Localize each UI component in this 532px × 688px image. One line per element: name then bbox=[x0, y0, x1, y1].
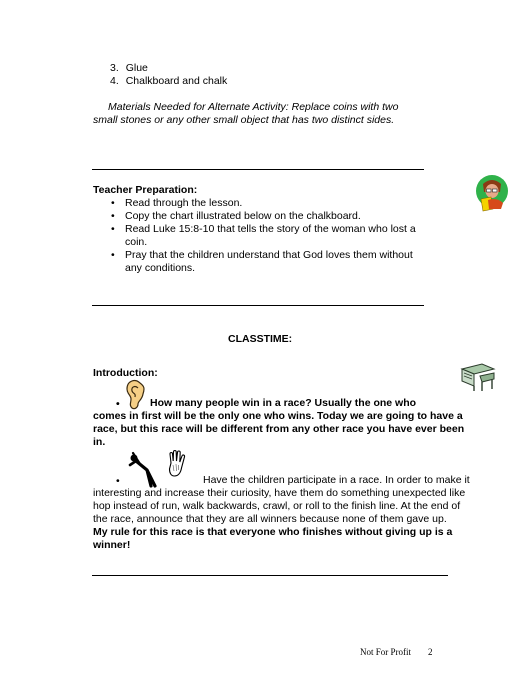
hand-icon bbox=[166, 449, 188, 479]
list-item: • Read Luke 15:8-10 that tells the story of the woman who lost a coin. bbox=[108, 223, 428, 249]
introduction-heading: Introduction: bbox=[93, 367, 158, 379]
intro-para-1-line-2: comes in first will be the only one who wins. Today we are going to have a bbox=[93, 410, 463, 422]
intro-bullet-1: • bbox=[116, 398, 120, 410]
classroom-desk-icon bbox=[460, 361, 496, 393]
intro-bullet-2: • bbox=[116, 475, 120, 487]
item-text: Chalkboard and chalk bbox=[125, 75, 228, 87]
intro-para-2-line-2: interesting and increase their curiosity, have them do something unexpected like bbox=[93, 487, 466, 499]
intro-para-2-line-3: hop instead of run, walk backwards, crawl, or roll to the finish line. At the end of bbox=[93, 500, 461, 512]
intro-para-2-line-4: the race, announce that they are all winners because none of them gave up. bbox=[93, 513, 447, 525]
intro-para-1-line-4: in. bbox=[93, 436, 106, 448]
page-number: 2 bbox=[428, 647, 433, 657]
ear-icon bbox=[124, 378, 146, 410]
teacher-prep-heading: Teacher Preparation: bbox=[93, 184, 198, 196]
materials-item-4 bbox=[110, 75, 227, 88]
intro-para-2-line-5: My rule for this race is that everyone who finishes without giving up is a bbox=[93, 526, 453, 538]
intro-para-2-line-6: winner! bbox=[93, 539, 131, 551]
classtime-heading: CLASSTIME: bbox=[228, 333, 293, 345]
list-item: • Pray that the children understand that God loves them without any conditions. bbox=[108, 249, 428, 275]
alternate-activity-line-1: Materials Needed for Alternate Activity: Replace coins with two bbox=[108, 101, 399, 113]
intro-para-1-line-1: How many people win in a race? Usually the one who bbox=[150, 397, 417, 409]
divider-2 bbox=[92, 305, 424, 306]
stretching-figure-icon bbox=[126, 450, 160, 490]
list-item: • Copy the chart illustrated below on the chalkboard. bbox=[108, 210, 428, 223]
divider-1 bbox=[92, 169, 424, 170]
alternate-activity-line-2: small stones or any other small object that has two distinct sides. bbox=[93, 114, 395, 126]
intro-para-1-line-3: race, but this race will be different from any other race you have ever been bbox=[93, 423, 465, 435]
item-text: Glue bbox=[125, 62, 148, 74]
teacher-prep-list bbox=[108, 197, 428, 275]
item-number: 4. bbox=[110, 75, 119, 87]
item-number: 3. bbox=[110, 62, 119, 74]
teacher-reading-icon bbox=[475, 173, 509, 213]
divider-3 bbox=[92, 575, 448, 576]
list-item: • Read through the lesson. bbox=[108, 197, 428, 210]
intro-para-2-line-1: Have the children participate in a race. In order to make it bbox=[203, 474, 470, 486]
materials-item-3 bbox=[110, 62, 148, 75]
footer-text: Not For Profit bbox=[360, 647, 412, 657]
